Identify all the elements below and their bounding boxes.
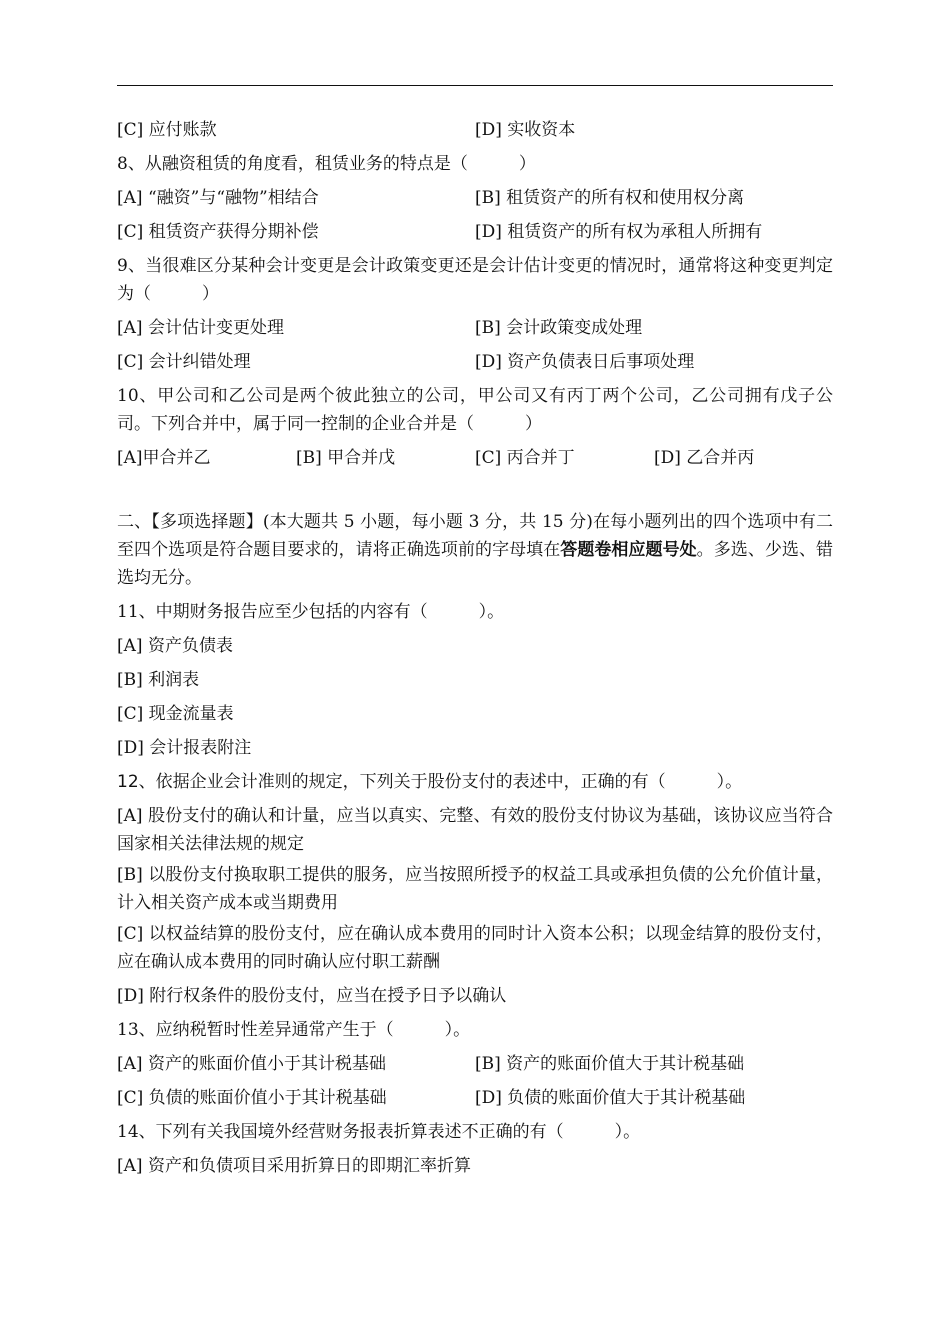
section2-text-2: 。多选、少选、错选均无分。: [117, 540, 834, 588]
q8-options-row-1: [117, 181, 833, 215]
q12-option-a: [A] 股份支付的确认和计量，应当以真实、完整、有效的股份支付协议为基础，该协议应当符合国家相关法律法规的规定: [117, 806, 833, 854]
q13-option-d: [D] 负债的账面价值大于其计税基础: [475, 1088, 746, 1108]
q12-option-d: [D] 附行权条件的股份支付，应当在授予日予以确认: [117, 986, 507, 1006]
q9-option-a: [A] 会计估计变更处理: [117, 318, 284, 338]
q11-option-c: [C] 现金流量表: [117, 704, 234, 724]
q12-number: 12: [117, 772, 139, 792]
q8-option-d: [D] 租赁资产的所有权为承租人所拥有: [475, 222, 763, 242]
q10-option-c: [C] 丙合并丁: [475, 448, 575, 468]
q13-option-c: [C] 负债的账面价值小于其计税基础: [117, 1088, 387, 1108]
q10-option-b: [B] 甲合并戊: [296, 448, 396, 468]
q12-stem-row: [117, 765, 833, 799]
q14-option-a: [A] 资产和负债项目采用折算日的即期汇率折算: [117, 1156, 471, 1176]
q8-option-a: [A] “融资”与“融物”相结合: [117, 188, 319, 208]
q9-options-row-1: [117, 311, 833, 345]
q9-option-b: [B] 会计政策变成处理: [475, 318, 643, 338]
section2-bold-text: 答题卷相应题号处: [560, 540, 697, 560]
q11-stem: 11、中期财务报告应至少包括的内容有（ ）。: [117, 602, 505, 622]
section2-text-1: 二、【多项选择题】(本大题共 5 小题，每小题 3 分，共 15 分)在每小题列出的四个选项中有二至四个选项是符合题目要求的，请将正确选项前的字母填在: [117, 512, 833, 560]
q12-option-b: [B] 以股份支付换取职工提供的服务，应当按照所授予的权益工具或承担负债的公允价值计量，计入相关资产成本或当期费用: [117, 865, 833, 913]
q8-options-row-2: [117, 215, 833, 249]
question-content: [117, 113, 833, 1183]
q11-option-a: [A] 资产负债表: [117, 636, 233, 656]
q12-option-c: [C] 以权益结算的股份支付，应在确认成本费用的同时计入资本公积；以现金结算的股份支付，应在确认成本费用的同时确认应付职工薪酬: [117, 924, 833, 972]
q10-option-d: [D] 乙合并丙: [654, 448, 755, 468]
q10-options-row: [117, 441, 833, 475]
q7-option-d: [D] 实收资本: [475, 120, 576, 140]
q11-option-d: [D] 会计报表附注: [117, 738, 252, 758]
q8-option-c: [C] 租赁资产获得分期补偿: [117, 222, 319, 242]
q9-options-row-2: [117, 345, 833, 379]
q13-options-row-2: [117, 1081, 833, 1115]
q8-stem: 8、从融资租赁的角度看，租赁业务的特点是（ ）: [117, 154, 536, 174]
q8-option-b: [B] 租赁资产的所有权和使用权分离: [475, 188, 745, 208]
q9-option-d: [D] 资产负债表日后事项处理: [475, 352, 695, 372]
q13-stem: 13、应纳税暂时性差异通常产生于（ ）。: [117, 1020, 471, 1040]
q9-option-c: [C] 会计纠错处理: [117, 352, 251, 372]
q13-options-row-1: [117, 1047, 833, 1081]
q10-stem: 10、甲公司和乙公司是两个彼此独立的公司，甲公司又有丙丁两个公司，乙公司拥有戊子公司。下列合并中，属于同一控制的企业合并是（ ）: [117, 386, 833, 434]
q12-stem: 、依据企业会计准则的规定，下列关于股份支付的表述中，正确的有（ ）。: [138, 772, 743, 792]
q13-option-b: [B] 资产的账面价值大于其计税基础: [475, 1054, 745, 1074]
q9-stem: 9、当很难区分某种会计变更是会计政策变更还是会计估计变更的情况时，通常将这种变更判定为（ ）: [117, 256, 833, 304]
q7-option-c: [C] 应付账款: [117, 120, 217, 140]
q7-options-row: [117, 113, 833, 147]
q11-option-b: [B] 利润表: [117, 670, 200, 690]
section-spacer: [117, 475, 833, 505]
q13-option-a: [A] 资产的账面价值小于其计税基础: [117, 1054, 386, 1074]
section2-instructions: [117, 508, 833, 592]
header-rule: [117, 85, 833, 86]
q14-stem: 14、下列有关我国境外经营财务报表折算表述不正确的有（ ）。: [117, 1122, 641, 1142]
q10-option-a: [A]甲合并乙: [117, 448, 211, 468]
